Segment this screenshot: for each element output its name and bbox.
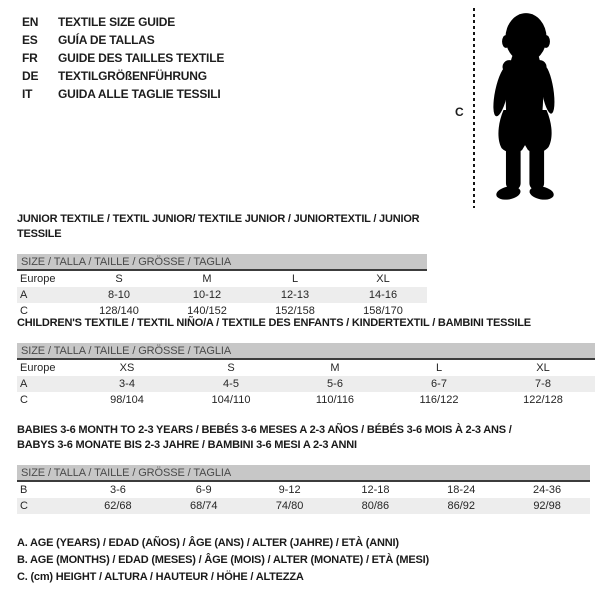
section-title: JUNIOR TEXTILE / TEXTIL JUNIOR/ TEXTILE JUNIOR / JUNIORTEXTIL / JUNIOR TESSILE bbox=[17, 213, 420, 240]
row-label: Europe bbox=[20, 273, 56, 285]
cell: 80/86 bbox=[361, 500, 390, 512]
language-label: GUÍA DE TALLAS bbox=[58, 33, 155, 47]
table-row bbox=[17, 498, 590, 514]
table-row bbox=[17, 287, 427, 303]
size-table bbox=[17, 343, 595, 408]
cell: XS bbox=[119, 362, 135, 374]
cell: 98/104 bbox=[110, 394, 144, 406]
language-code: DE bbox=[22, 69, 39, 83]
cell: 8-10 bbox=[107, 289, 131, 301]
cell: 128/140 bbox=[99, 305, 139, 317]
cell: L bbox=[291, 273, 299, 285]
cell: L bbox=[435, 362, 443, 374]
cell: 158/170 bbox=[363, 305, 403, 317]
cell: 92/98 bbox=[533, 500, 561, 512]
row-label: Europe bbox=[20, 362, 56, 374]
language-row bbox=[22, 13, 224, 31]
language-code: FR bbox=[22, 51, 38, 65]
height-label: C bbox=[455, 105, 464, 119]
cell: 9-12 bbox=[278, 484, 301, 496]
language-row bbox=[22, 49, 224, 67]
footnote: A. AGE (YEARS) / EDAD (AÑOS) / ÂGE (ANS) / ALTER (JAHRE) / ETÀ (ANNI) bbox=[17, 537, 399, 549]
cell: 116/122 bbox=[419, 394, 459, 406]
size-header-bar: SIZE / TALLA / TAILLE / GRÖSSE / TAGLIA bbox=[17, 465, 590, 482]
size-header-bar: SIZE / TALLA / TAILLE / GRÖSSE / TAGLIA bbox=[17, 343, 595, 360]
cell: 122/128 bbox=[523, 394, 563, 406]
cell: 140/152 bbox=[187, 305, 227, 317]
cell: 4-5 bbox=[223, 378, 239, 390]
table-row bbox=[17, 392, 595, 408]
cell: 6-9 bbox=[195, 484, 212, 496]
cell: 62/68 bbox=[104, 500, 132, 512]
cell: M bbox=[202, 273, 212, 285]
cell: 14-16 bbox=[368, 289, 398, 301]
section-title: BABYS 3-6 MONATE BIS 2-3 JAHRE / BAMBINI 3-6 MESI A 2-3 ANNI bbox=[17, 439, 357, 451]
language-label: GUIDE DES TAILLES TEXTILE bbox=[58, 51, 225, 65]
cell: 104/110 bbox=[211, 394, 251, 406]
size-table bbox=[17, 254, 427, 319]
cell: 12-13 bbox=[280, 289, 310, 301]
table-row bbox=[17, 271, 427, 287]
size-header-bar: SIZE / TALLA / TAILLE / GRÖSSE / TAGLIA bbox=[17, 254, 427, 271]
height-dashed-line bbox=[473, 8, 475, 208]
row-label: C bbox=[20, 394, 28, 406]
row-label: A bbox=[20, 378, 28, 390]
cell: 74/80 bbox=[275, 500, 304, 512]
language-label: GUIDA ALLE TAGLIE TESSILI bbox=[58, 87, 221, 101]
baby-silhouette-icon bbox=[482, 8, 570, 208]
cell: 3-4 bbox=[119, 378, 135, 390]
cell: 86/92 bbox=[447, 500, 475, 512]
row-label: B bbox=[20, 484, 28, 496]
cell: 5-6 bbox=[327, 378, 343, 390]
cell: 18-24 bbox=[447, 484, 476, 496]
row-label: A bbox=[20, 289, 28, 301]
cell: 68/74 bbox=[189, 500, 218, 512]
language-code: EN bbox=[22, 15, 39, 29]
language-row bbox=[22, 85, 224, 103]
cell: M bbox=[330, 362, 340, 374]
footnote: B. AGE (MONTHS) / EDAD (MESES) / ÂGE (MOIS) / ALTER (MONATE) / ETÀ (MESI) bbox=[17, 554, 429, 566]
language-row bbox=[22, 31, 224, 49]
cell: 110/116 bbox=[315, 394, 355, 406]
table-section-junior bbox=[17, 212, 427, 319]
cell: XL bbox=[536, 362, 550, 374]
cell: XL bbox=[376, 273, 390, 285]
cell: S bbox=[115, 273, 123, 285]
section-title: BABIES 3-6 MONTH TO 2-3 YEARS / BEBÉS 3-6 MESES A 2-3 AÑOS / BÉBÉS 3-6 MOIS À 2-3 ANS / bbox=[17, 424, 512, 436]
language-row bbox=[22, 67, 224, 85]
row-label: C bbox=[20, 500, 28, 512]
cell: 12-18 bbox=[361, 484, 390, 496]
language-code: ES bbox=[22, 33, 38, 47]
language-label: TEXTILE SIZE GUIDE bbox=[58, 15, 176, 29]
size-table bbox=[17, 465, 590, 514]
footnotes bbox=[17, 535, 429, 586]
language-list bbox=[22, 13, 224, 103]
cell: S bbox=[227, 362, 235, 374]
footnote: C. (cm) HEIGHT / ALTURA / HAUTEUR / HÖHE / ALTEZZA bbox=[17, 571, 304, 583]
row-label: C bbox=[20, 305, 28, 317]
cell: 6-7 bbox=[431, 378, 447, 390]
cell: 24-36 bbox=[533, 484, 562, 496]
language-label: TEXTILGRÖßENFÜHRUNG bbox=[58, 69, 207, 83]
table-section-children bbox=[17, 316, 595, 408]
table-row bbox=[17, 376, 595, 392]
cell: 152/158 bbox=[275, 305, 315, 317]
table-section-babies bbox=[17, 423, 590, 514]
table-row bbox=[17, 482, 590, 498]
cell: 10-12 bbox=[192, 289, 222, 301]
section-title: CHILDREN'S TEXTILE / TEXTIL NIÑO/A / TEXTILE DES ENFANTS / KINDERTEXTIL / BAMBINI TESSILE bbox=[17, 317, 531, 329]
language-code: IT bbox=[22, 87, 33, 101]
table-row bbox=[17, 360, 595, 376]
cell: 3-6 bbox=[109, 484, 126, 496]
cell: 7-8 bbox=[535, 378, 551, 390]
